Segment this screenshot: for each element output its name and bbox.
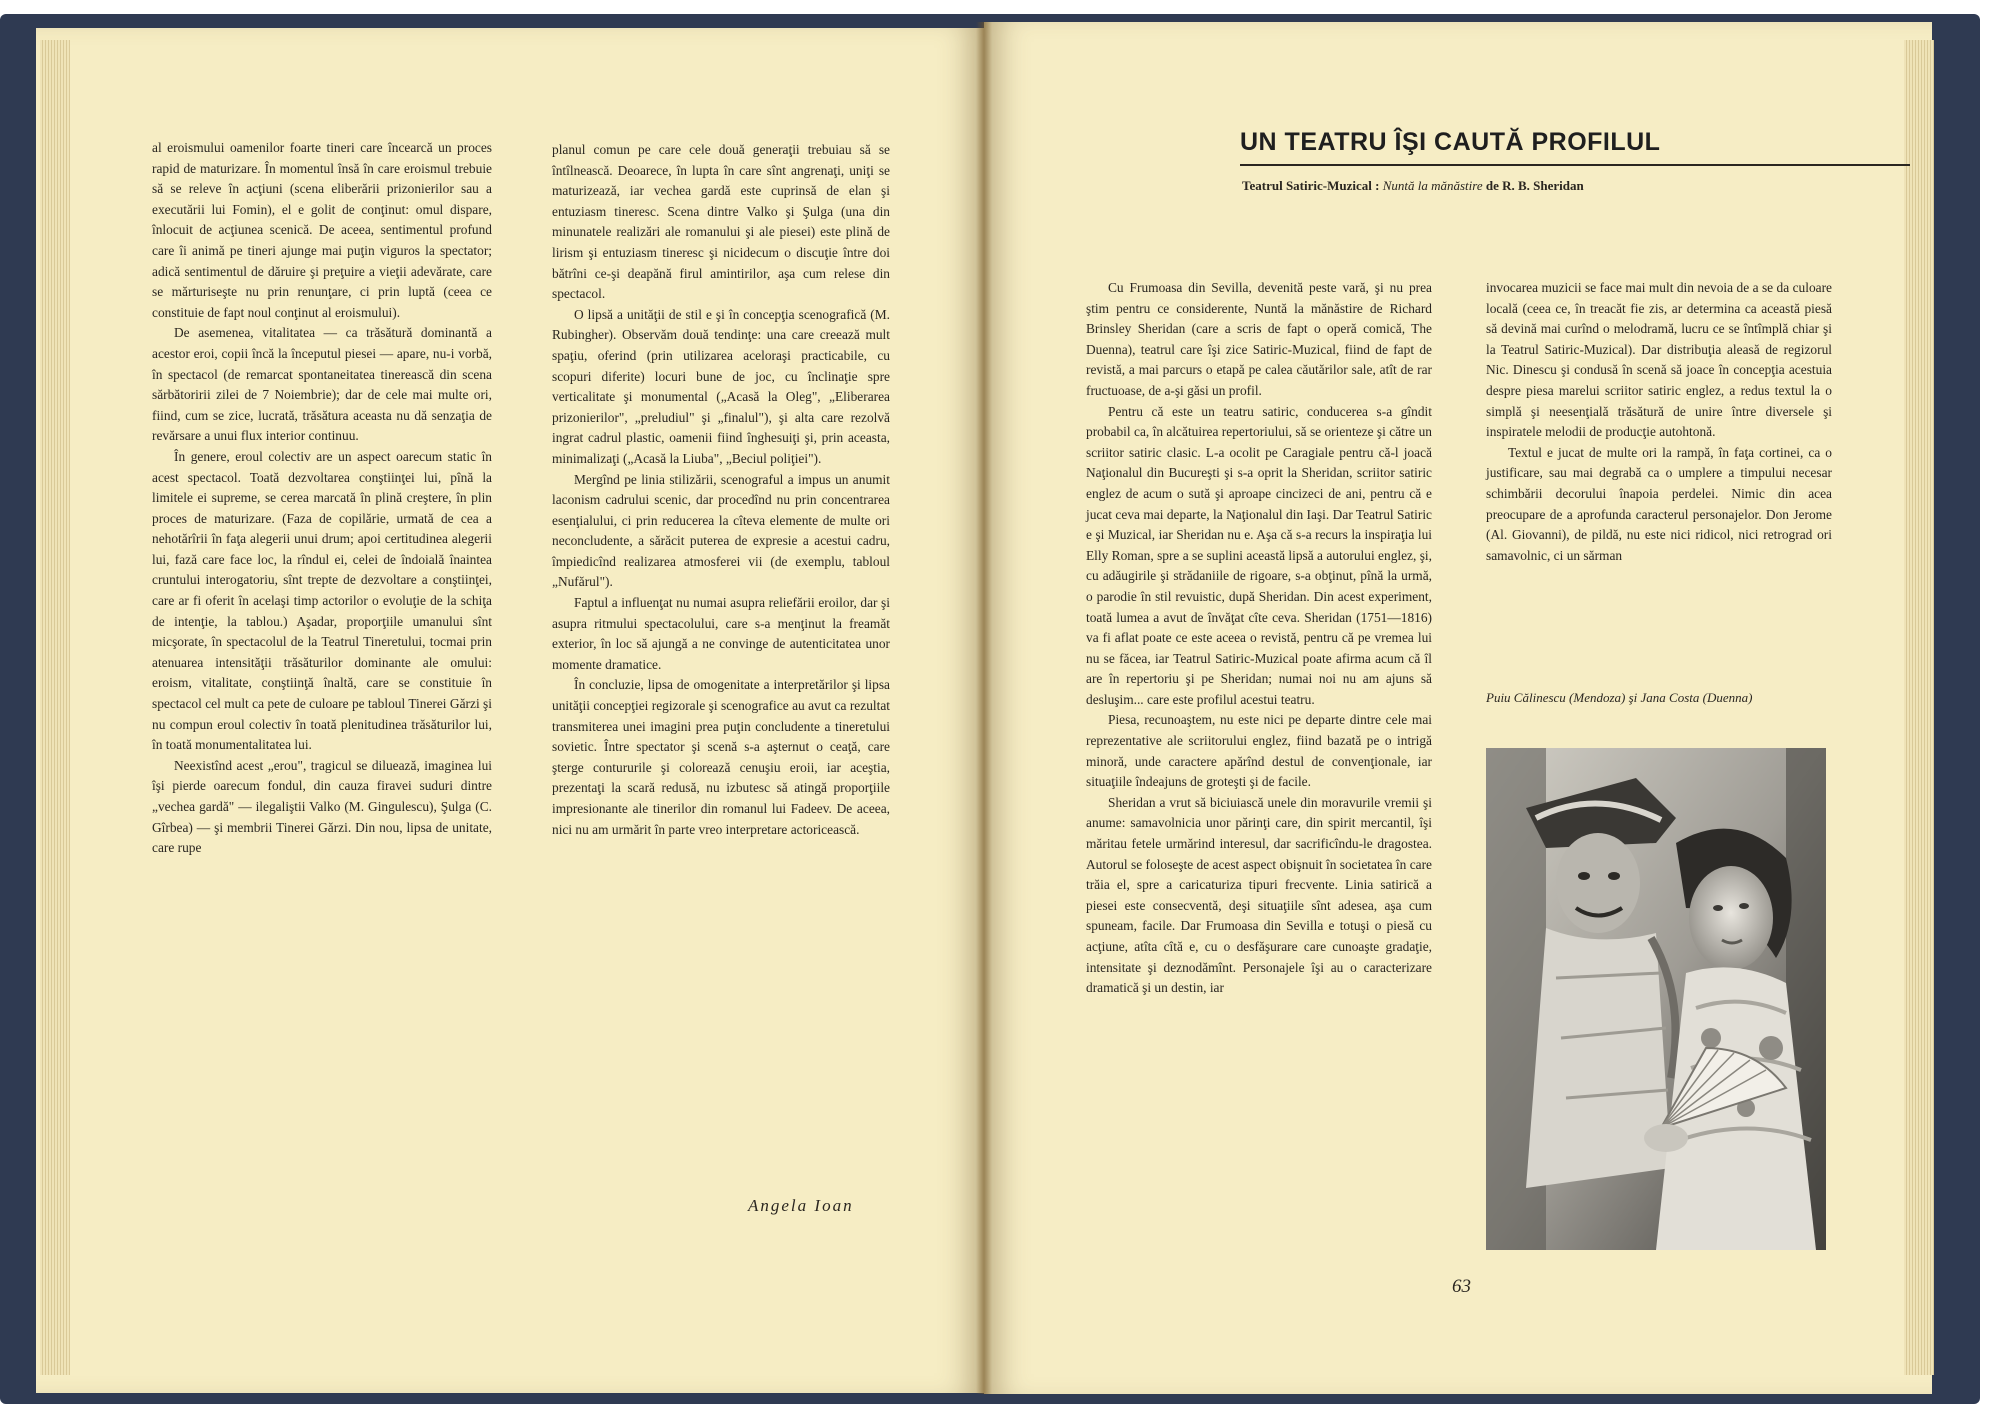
paragraph: planul comun pe care cele două generaţii trebuiau să se întîlnească. Deoarece, în lupta în care sînt angrenaţi, uniţi se maturizează, iar vechea gardă este cuprinsă de elan şi entuziasm tineresc. Scena dintre Valko şi Şulga (una din minunatele realizări ale romanului şi ale piesei) este plină de lirism şi entuziasm tineresc şi nicidecum o discuţie între doi bătrîni ce-şi deapănă firul amintirilor, aşa cum relese din spectacol.: [552, 142, 890, 302]
right-page-edges: [1904, 40, 1934, 1375]
book-spine: [976, 22, 992, 1394]
paragraph: Neexistînd acest „erou", tragicul se diluează, imaginea lui îşi pierde oarecum fondul, din cauza firavei suduri dintre „vechea gardă" — ilegaliştii Valko (M. Gingulescu), Şulga (C. Gîrbea) — şi membrii Tinerei Gărzi. Din nou, lipsa de unitate, care rupe: [152, 757, 492, 856]
paragraph: Textul e jucat de multe ori la rampă, în faţa cortinei, ca o justificare, sau mai degrabă ca o umplere a timpului necesar schimbării decorului înapoia perdelei. Nimic din acea preocupare de a aprofunda caracterul personajelor. Don Jerome (Al. Giovanni), de pildă, nu este nici ridicol, nici retrograd ori samavolnic, ci un sărman: [1486, 444, 1832, 563]
paragraph: invocarea muzicii se face mai mult din nevoia de a se da culoare locală (ceea ce, în treacăt fie zis, ar determina ca această piesă să devină mai curînd o melodramă, lucru ce se întîmplă chiar şi la Teatrul Satiric-Muzical). Dar distribuţia aleasă de regizorul Nic. Dinescu şi condusă în scenă să joace în concepţia acestuia despre piesa marelui scriitor satiric englez, a redus textul la o simplă şi neesenţială trăsătură de unire între diversele şi inspiratele melodii de producţie autohtonă.: [1486, 280, 1832, 440]
headline-rule: [1240, 164, 1910, 166]
paragraph: Piesa, recunoaştem, nu este nici pe departe dintre cele mai reprezentative ale scriitorului englez, fiind bazată pe o intrigă minoră, unde caractere apărînd destul de convenţionale, iar situaţiile îndeajuns de groteşti şi de facile.: [1086, 712, 1432, 790]
paragraph: Sheridan a vrut să biciuiască unele din moravurile vremii şi anume: samavolnicia unor părinţi care, din spirit mercantil, îşi măritau fetele urmărind interesul, dar sacrificîndu-le dragostea. Autorul se foloseşte de acest aspect obişnuit în societatea în care trăia el, spre a caricaturiza tipuri frecvente. Linia satirică a piesei este consecventă, deşi situaţiile sînt adesea, aşa cum spuneam, facile. Dar Frumoasa din Sevilla e totuşi o piesă cu acţiune, atîta cîtă e, cu o desfăşurare care cunoaşte gradaţie, intensitate şi deznodămînt. Personajele îşi au o caracterizare dramatică şi un destin, iar: [1086, 794, 1432, 996]
paragraph: De asemenea, vitalitatea — ca trăsătură dominantă a acestor eroi, copii încă la începutul piesei — apare, nu-i vorbă, în spectacol (de remarcat spontaneitatea tinerească din scena sărbătoririi zilei de 7 Noiembrie); dar de cele mai multe ori, fiind, cum se zice, lucrată, trăsătura aceasta nu dă senzaţia de revărsare a unui flux interior continuu.: [152, 325, 492, 444]
left-column-2: [552, 140, 890, 840]
subtitle-author: de R. B. Sheridan: [1485, 178, 1584, 193]
right-column-1: [1086, 278, 1432, 999]
author-signature: Angela Ioan: [748, 1196, 854, 1215]
paragraph: Cu Frumoasa din Sevilla, devenită peste vară, şi nu prea ştim pentru ce considerente, Nuntă la mănăstire de Richard Brinsley Sheridan (care a scris de fapt o operă comică, The Duenna), teatrul care îşi zice Satiric-Muzical, fiind de fapt de revistă, a mai parcurs o etapă pe calea căutărilor sale, atît de rar fructuoase, de a-şi găsi un profil.: [1086, 280, 1432, 398]
left-page-edges: [40, 40, 70, 1375]
right-column-2: [1486, 278, 1832, 566]
page-number: 63: [1452, 1276, 1471, 1297]
paragraph: Pentru că este un teatru satiric, conducerea s-a gîndit probabil ca, în alcătuirea repertoriului, să se orienteze şi către un scriitor satiric clasic. L-a ocolit pe Caragiale pentru că-l joacă Naţionalul din Bucureşti şi s-a oprit la Sheridan, scriitor satiric englez de acum o sută şi aproape cincizeci de ani, pentru că e jucat ceva mai departe, la Naţionalul din Iaşi. Dar Teatrul Satiric e şi Muzical, iar Sheridan nu e. Aşa că s-a recurs la inspiraţia lui Elly Roman, spre a se suplini această lipsă a autorului englez, şi, cu adăugirile şi strădaniile de rigoare, s-a obţinut, pînă la urmă, o parodie în stil revuistic, după Sheridan. Din acest experiment, toată lumea a avut de învăţat cîte ceva. Sheridan (1751—1816) va fi aflat poate ce este aceea o revistă, pentru că pe vremea lui nu se făcea, iar Teatrul Satiric-Muzical poate afirma acum că îl are în repertoriu şi pe Sheridan; numai noi nu am ajuns să desluşim... care este profilul acestui teatru.: [1086, 403, 1432, 707]
article-headline: UN TEATRU ÎŞI CAUTĂ PROFILUL: [1240, 128, 1661, 156]
paragraph: În genere, eroul colectiv are un aspect oarecum static în acest spectacol. Toată dezvoltarea conştiinţei lui, pînă la limitele ei supreme, se cerea marcată în plină creştere, în plin proces de maturizare. (Faza de copilărie, urmată de cea a nehotărîrii în faţa alegerii unui drum; apoi certitudinea alegerii lui, fază care face loc, la rîndul ei, celei de îndoială înaintea cruntului interogatoriu, sînt trepte de dezvoltare a conştiinţei, care ar fi oferit în acelaşi timp actorilor o evoluţie de la schiţa de intenţie, la tablou.) Aşadar, proporţiile umanului sînt micşorate, în spectacolul de la Teatrul Tineretului, tocmai prin atenuarea intensităţii trăsăturilor dominante ale omului: eroism, vitalitate, conştiinţă înaltă, care se constituie în spectacol cel mult ca pete de culoare pe tabloul Tinerei Gărzi şi nu compun eroul colectiv în toată plenitudinea trăsăturilor lui, în toată monumentalitatea lui.: [152, 448, 492, 753]
article-subtitle: [1242, 178, 1584, 194]
paragraph: Mergînd pe linia stilizării, scenograful a impus un anumit laconism cadrului scenic, dar procedînd nu prin concentrarea esenţialului, ci prin reducerea la cîteva elemente de multe ori neconcludente, a sărăcit puterea de expresie a acestui cadru, împiedicînd realizarea atmosferei vii (de exemplu, tabloul „Nufărul").: [552, 471, 890, 590]
subtitle-play: Nuntă la mănăstire: [1382, 178, 1483, 193]
paragraph: O lipsă a unităţii de stil e şi în concepţia scenografică (M. Rubingher). Observăm două tendinţe: una care creează mult spaţiu, oferind (prin utilizarea aceloraşi practicabile, cu scopuri diferite) locuri bune de joc, cu înclinaţie spre verticalitate şi monumental („Acasă la Oleg", „Eliberarea prizonierilor", „preludiul" şi „finalul"), şi alta care rezolvă ingrat cadrul plastic, oamenii fiind înghesuiţi şi, prin aceasta, minimalizaţi („Acasă la Liuba", „Beciul poliţiei").: [552, 306, 890, 466]
paragraph: În concluzie, lipsa de omogenitate a interpretărilor şi lipsa unităţii concepţiei regizorale şi scenografice au avut ca rezultat transmiterea unei imagini prea puţin concludente a tineretului sovietic. Între spectator şi scenă s-a aşternut o ceaţă, care şterge contururile şi colorează cenuşiu eroii, iar aceştia, prezentaţi la scară redusă, nu izbutesc să atingă proporţiile impresionante ale tinerilor din romanul lui Fadeev. De aceea, nici nu am urmărit în parte vreo interpretare actoricească.: [552, 677, 890, 837]
left-column-1: [152, 138, 492, 859]
production-photo: [1486, 748, 1826, 1250]
subtitle-theatre: Teatrul Satiric-Muzical :: [1242, 178, 1380, 193]
photo-caption: Puiu Călinescu (Mendoza) şi Jana Costa (Duenna): [1486, 690, 1753, 705]
photo-image: [1486, 748, 1826, 1250]
paragraph: al eroismului oamenilor foarte tineri care încearcă un proces rapid de maturizare. În momentul însă în care eroismul trebuie să se releve în acţiuni (scena eliberării prizonierilor sau a executării lui Fomin), el e golit de conţinut: omul dispare, înlocuit de acţiunea scenică. De aceea, sentimentul profund care îi animă pe tineri ajunge mai puţin viguros la spectator; adică sentimentul de dăruire şi preţuire a vieţii adevărate, care se mărturiseşte nu prin renunţare, ci prin luptă (ceea ce constituie de fapt noul conţinut al eroismului).: [152, 140, 492, 320]
paragraph: Faptul a influenţat nu numai asupra reliefării eroilor, dar şi asupra ritmului spectacolului, care s-a menţinut la freamăt exterior, în loc să ajungă a ne convinge de autenticitatea unor momente dramatice.: [552, 595, 890, 672]
